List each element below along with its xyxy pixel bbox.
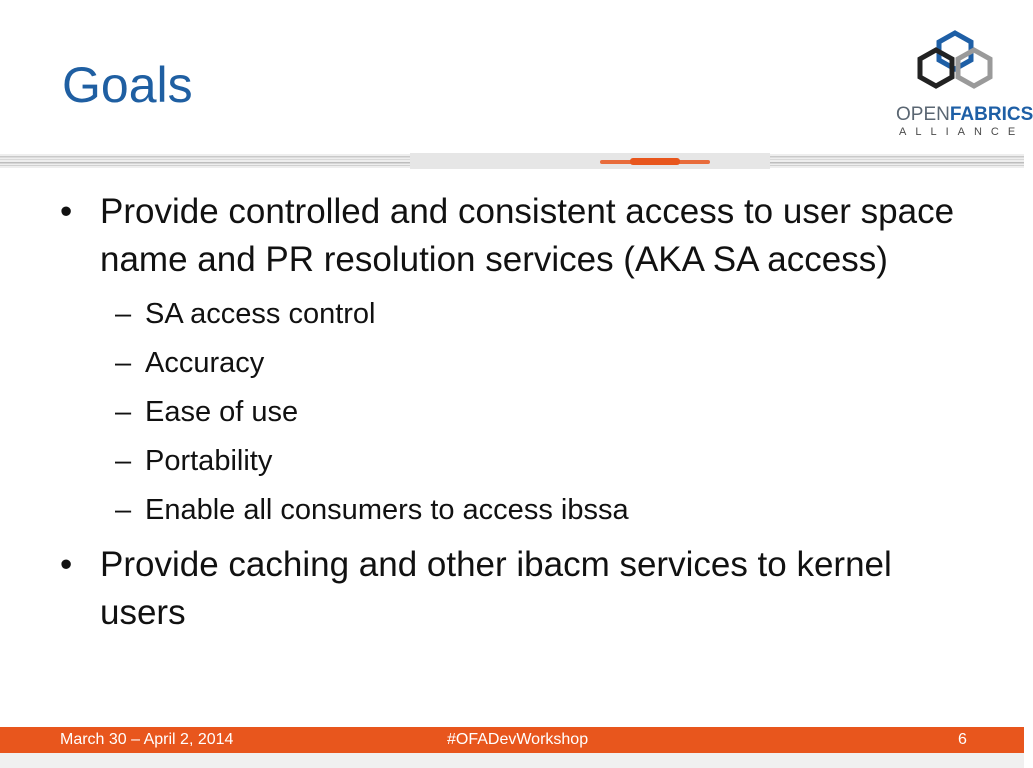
footer-hashtag: #OFADevWorkshop xyxy=(447,731,589,748)
sub-item xyxy=(60,290,980,339)
dash-glyph: – xyxy=(115,347,132,379)
bullet-text: Provide controlled and consistent access to user space name and PR resolution services (AKA SA access) xyxy=(100,192,955,279)
bullet-glyph: • xyxy=(60,192,73,231)
slide-body xyxy=(60,188,980,637)
footer-date: March 30 – April 2, 2014 xyxy=(60,731,234,748)
bullet-text: Provide caching and other ibacm services to kernel users xyxy=(100,545,892,632)
logo-subtitle: ALLIANCE xyxy=(899,126,1025,138)
slide-title: Goals xyxy=(62,57,193,113)
hexagon-cluster-icon xyxy=(910,30,1000,102)
bullet-item xyxy=(60,541,980,637)
sub-item-text: Enable all consumers to access ibssa xyxy=(145,494,629,526)
sub-item xyxy=(60,339,980,388)
page-number: 6 xyxy=(958,731,967,748)
sub-item xyxy=(60,437,980,486)
dash-glyph: – xyxy=(115,494,132,526)
logo-word-open: OPEN xyxy=(896,104,950,125)
openfabrics-logo xyxy=(896,30,1033,140)
logo-wordmark xyxy=(896,104,1033,126)
header-divider xyxy=(0,150,1024,172)
dash-glyph: – xyxy=(115,445,132,477)
bullet-glyph: • xyxy=(60,545,73,584)
bullet-item xyxy=(60,188,980,284)
sub-item xyxy=(60,486,980,535)
sub-list xyxy=(60,290,980,535)
sub-item-text: SA access control xyxy=(145,298,376,330)
sub-item-text: Ease of use xyxy=(145,396,299,428)
logo-word-fabrics: FABRICS xyxy=(949,104,1033,125)
footer-bar xyxy=(0,727,1024,753)
sub-item xyxy=(60,388,980,437)
sub-item-text: Accuracy xyxy=(145,347,265,379)
dash-glyph: – xyxy=(115,396,132,428)
sub-item-text: Portability xyxy=(145,445,273,477)
dash-glyph: – xyxy=(115,298,132,330)
bottom-strip xyxy=(0,753,1024,768)
